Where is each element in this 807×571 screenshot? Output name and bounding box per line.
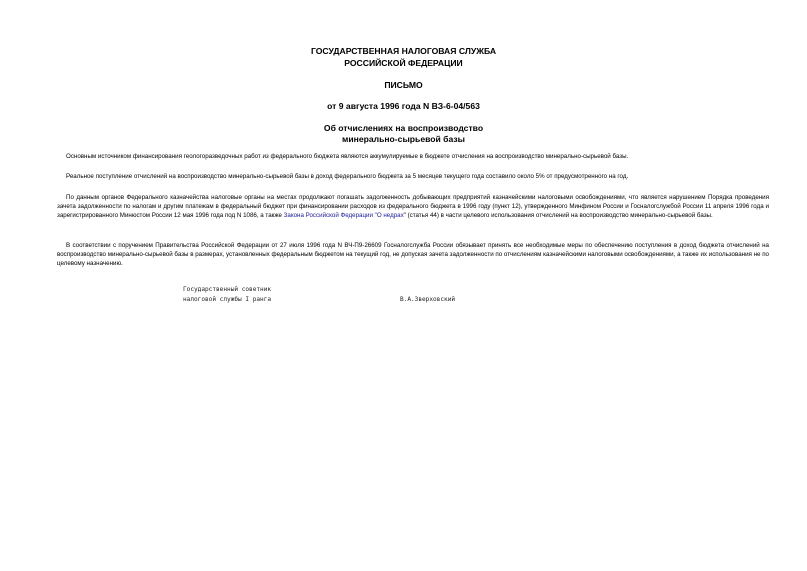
signatory-name: В.А.Зверховский: [400, 295, 456, 303]
paragraph-2: Реальное поступление отчислений на воспроизводство минерально-сырьевой базы в доход федерального бюджета за 5 месяцев текущего года составило около 5% от предусмотренного на год.: [66, 173, 629, 180]
agency-name-line2: РОССИЙСКОЙ ФЕДЕРАЦИИ: [344, 58, 463, 68]
signatory-title: [183, 285, 271, 304]
signatory-title-line2: налоговой службы I ранга: [183, 295, 272, 303]
document-subject-line2: минерально-сырьевой базы: [341, 134, 465, 144]
law-on-subsoil-link[interactable]: О недрах: [376, 212, 404, 220]
signatory-title-line1: Государственный советник: [183, 286, 272, 293]
agency-name-line1: ГОСУДАРСТВЕННАЯ НАЛОГОВАЯ СЛУЖБА: [310, 46, 497, 56]
paragraph-1: Основным источником финансирования геологоразведочных работ из федерального бюджета являются аккумулируемые в бюджете отчисления на воспроизводство минерально-сырьевой базы.: [66, 153, 629, 160]
document-type: ПИСЬМО: [384, 80, 423, 90]
paragraph-4: В соответствии с поручением Правительства Российской Федерации от 27 июля 1996 года N ВЧ-П9-26609 Госналогслужба России обязывает принять все необходимые меры по обеспечению поступления в доход бюджета отчислений на воспроизводство минерально-сырьевой базы в размерах, установленных федеральным бюджетом на текущий год, не допуская зачета задолженности по отчислениям казначейскими налоговыми освобождениями, а также их использования не по целевому назначению.: [57, 242, 769, 268]
paragraph-3: [57, 193, 769, 221]
law-link[interactable]: Закона Российской Федерации ": [283, 212, 377, 220]
document-date-number: от 9 августа 1996 года N ВЗ-6-04/563: [327, 101, 480, 111]
document-subject-line1: Об отчислениях на воспроизводство: [323, 123, 484, 133]
paragraph-3-text-start: По данным органов Федерального казначейства налоговые органы на местах продолжают погашать задолженность добывающих предприятий казначейскими налоговыми освобождениями, что является нарушением Порядка проведения зачета задолженности по налогам и другим платежам в федеральный бюджет при финансировании расходов из федерального бюджета в 1996 году (пункт 12), утвержденного Минфином России и Госналогслужбой России 11 апреля 1996 года и зарегистрированного Минюстом России 12 мая 1996 года под N 1086, а также: [57, 194, 769, 220]
paragraph-3-text-end: " (статья 44) в части целевого использования отчислений на воспроизводство минерально-сырьевой базы.: [403, 212, 713, 220]
